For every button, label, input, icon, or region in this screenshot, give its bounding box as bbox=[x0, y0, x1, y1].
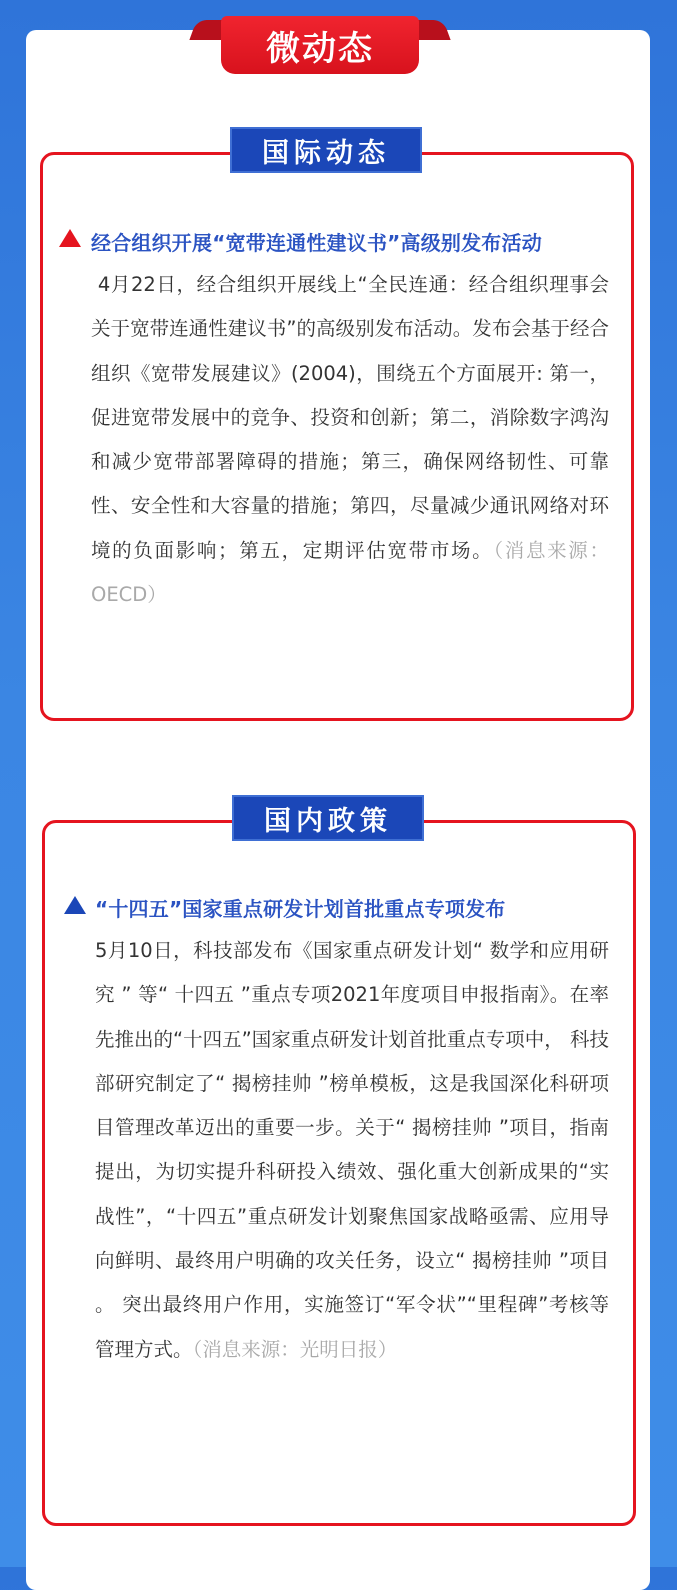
blue-triangle-icon bbox=[64, 896, 86, 914]
news-body-oecd bbox=[91, 263, 609, 617]
red-triangle-icon bbox=[59, 229, 81, 247]
news-source: （消息来源：光明日报） bbox=[192, 1337, 398, 1361]
news-text: 4月22日，经合组织开展线上“全民连通：经合组织理事会关于宽带连通性建议书”的高级别发布活动。发布会基于经合组织《宽带发展建议》(2004)，围绕五个方面展开: 第一，促进宽带发展中的竞争、投资和创新；第二，消除数字鸿沟和减少宽带部署障碍的措施；第三，确保网络韧性、可靠性、安全性和大容量的措施；第四，尽量减少通讯网络对环境的负面影响；第五，定期评估宽带市场。 bbox=[91, 273, 609, 562]
news-text: 5月10日，科技部发布《国家重点研发计划“ 数学和应用研究 ” 等“ 十四五 ”重点专项2021年度项目申报指南》。在率先推出的“十四五”国家重点研发计划首批重点专项中， 科技部研究制定了“ 揭榜挂帅 ”榜单模板，这是我国深化科研项目管理改革迈出的重要一步。关于“ 揭榜挂帅 ”项目，指南提出，为切实提升科研投入绩效、强化重大创新成果的“实战性”，“十四五”重点研发计划聚焦国家战略亟需、应用导向鲜明、最终用户明确的攻关任务，设立“ 揭榜挂帅 ”项目 。 突出最终用户作用，实施签订“军令状”“里程碑”考核等管理方式。 bbox=[95, 939, 609, 1361]
section-label-domestic: 国内政策 bbox=[232, 795, 424, 841]
banner-tab bbox=[199, 16, 441, 76]
news-heading-oecd[interactable]: 经合组织开展“宽带连通性建议书”高级别发布活动 bbox=[91, 231, 542, 255]
news-body-14th-five-year bbox=[95, 929, 609, 1372]
news-heading-14th-five-year[interactable]: “十四五”国家重点研发计划首批重点专项发布 bbox=[95, 897, 506, 921]
banner-title: 微动态 bbox=[221, 16, 419, 74]
news-source: （消息来源：OECD） bbox=[91, 538, 609, 607]
section-label-international: 国际动态 bbox=[230, 127, 422, 173]
